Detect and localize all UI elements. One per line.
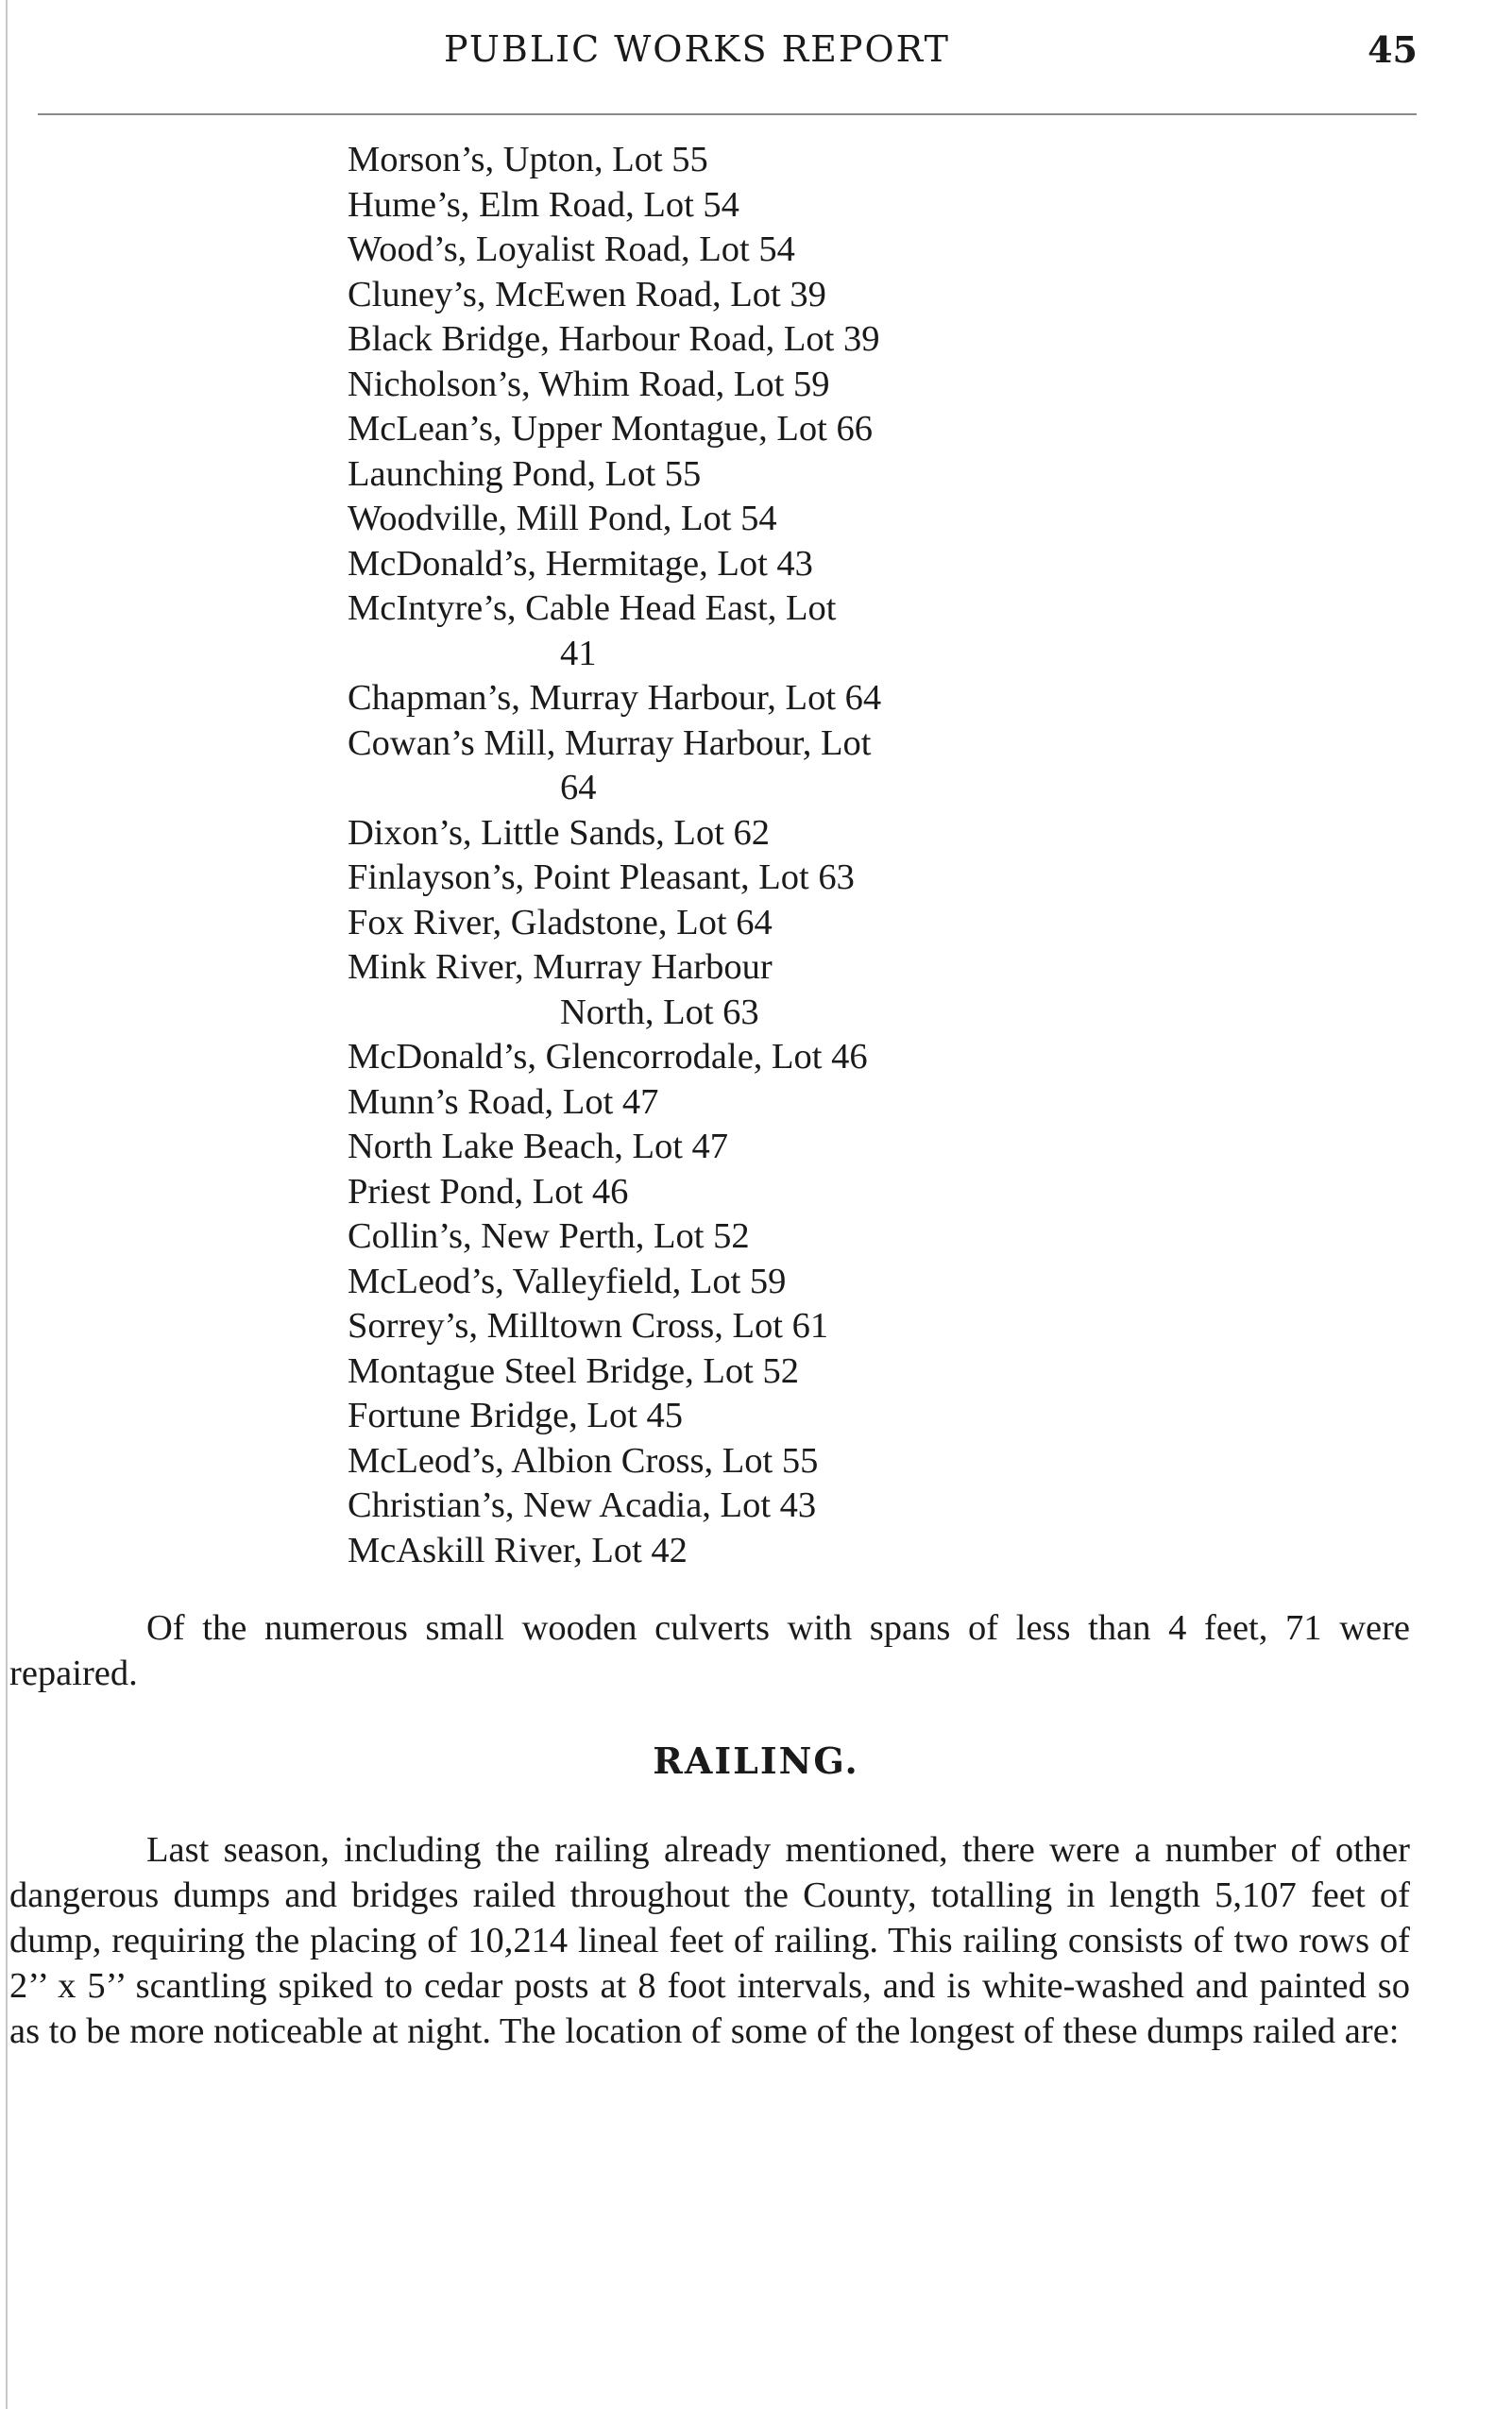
location-item: Cluney’s, McEwen Road, Lot 39 [348,274,826,314]
page-header [0,28,1512,85]
header-rule [38,113,1417,115]
railing-paragraph: Last season, including the railing already mentioned, there were a number of other dangerous dumps and bridges railed throughout the County, totalling in length 5,107 feet of dump, requiring the placing of 10,214 lineal feet of railing. This railing consists of two rows of 2’’ x 5’’ scantling spiked to cedar posts at 8 foot intervals, and is white-washed and painted so as to be more noticeable at night. The location of some of the longest of these dumps railed are: [9,1830,1410,2051]
location-item: Launching Pond, Lot 55 [348,453,702,494]
location-item: Christian’s, New Acadia, Lot 43 [348,1485,817,1525]
location-item: McLeod’s, Valleyfield, Lot 59 [348,1261,787,1301]
location-item-continuation: 64 [560,768,597,807]
location-item: McDonald’s, Glencorrodale, Lot 46 [348,1037,868,1077]
location-item: McAskill River, Lot 42 [348,1530,688,1570]
location-item-main: McIntyre’s, Cable Head East, Lot [348,588,837,628]
location-item: Hume’s, Elm Road, Lot 54 [348,184,739,225]
location-item: Wood’s, Loyalist Road, Lot 54 [348,229,795,269]
location-item: North Lake Beach, Lot 47 [348,1127,729,1166]
location-item-continuation: North, Lot 63 [560,992,759,1032]
location-item: McLeod’s, Albion Cross, Lot 55 [348,1440,819,1481]
location-item [348,586,1065,676]
location-item: Chapman’s, Murray Harbour, Lot 64 [348,678,882,718]
location-item [348,721,1065,811]
location-item: McLean’s, Upper Montague, Lot 66 [348,409,873,449]
location-item: McDonald’s, Hermitage, Lot 43 [348,543,813,584]
location-item: Montague Steel Bridge, Lot 52 [348,1350,799,1391]
location-item: Woodville, Mill Pond, Lot 54 [348,499,777,538]
location-list [348,138,1065,1573]
location-item: Finlayson’s, Point Pleasant, Lot 63 [348,857,855,897]
location-item-main: Cowan’s Mill, Murray Harbour, Lot [348,722,872,763]
location-item: Munn’s Road, Lot 47 [348,1081,659,1122]
location-item: Dixon’s, Little Sands, Lot 62 [348,812,771,853]
location-item [348,945,1065,1035]
location-item: Priest Pond, Lot 46 [348,1171,629,1212]
running-head: PUBLIC WORKS REPORT [444,28,950,70]
location-item: Sorrey’s, Milltown Cross, Lot 61 [348,1306,829,1346]
location-item-continuation: 41 [560,633,597,673]
page-edge-shadow [6,0,8,2409]
section-heading-railing: RAILING. [653,1739,859,1782]
location-item: Fox River, Gladstone, Lot 64 [348,902,773,942]
page-number: 45 [1368,28,1418,71]
location-item-main: Mink River, Murray Harbour [348,947,773,987]
location-item: Collin’s, New Perth, Lot 52 [348,1216,750,1256]
location-item: Nicholson’s, Whim Road, Lot 59 [348,364,830,404]
location-item: Black Bridge, Harbour Road, Lot 39 [348,319,880,359]
culverts-paragraph: Of the numerous small wooden culverts with spans of less than 4 feet, 71 were repaired. [9,1608,1410,1693]
location-item: Fortune Bridge, Lot 45 [348,1396,684,1435]
location-item: Morson’s, Upton, Lot 55 [348,140,708,179]
